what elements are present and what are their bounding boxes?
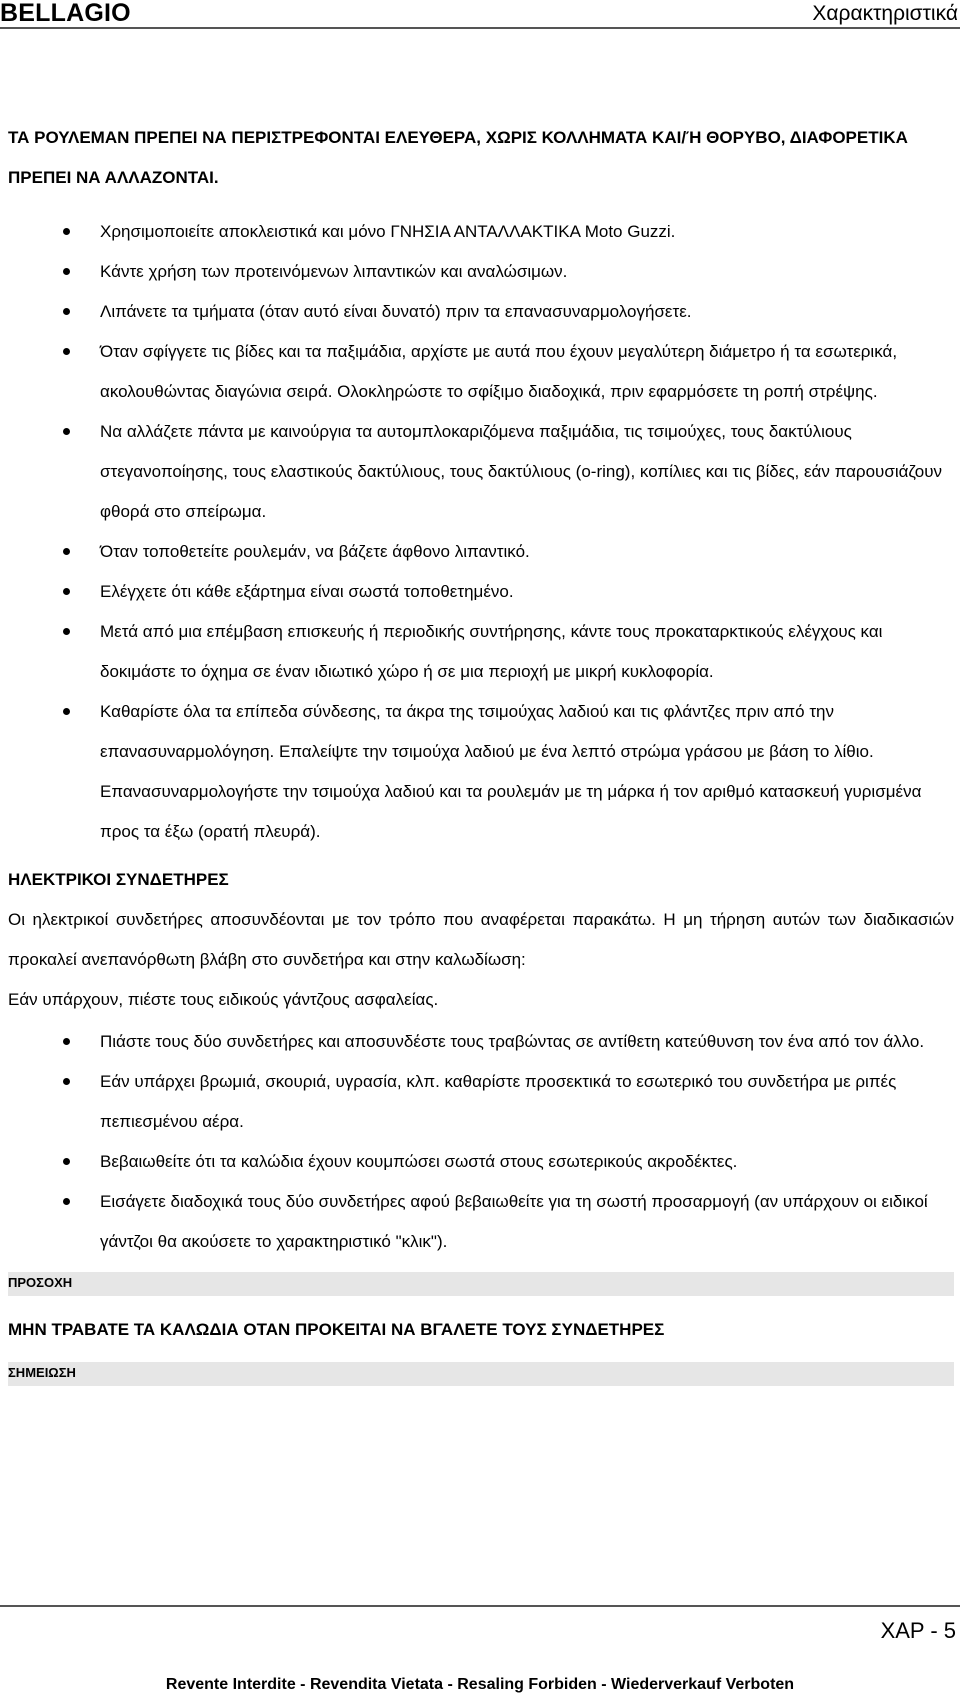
- bullet-icon: [63, 628, 70, 635]
- connectors-heading: ΗΛΕΚΤΡΙΚΟΙ ΣΥΝΔΕΤΗΡΕΣ: [8, 870, 229, 889]
- connectors-section: [8, 860, 954, 1262]
- bullet-icon: [63, 1158, 70, 1165]
- caution-label: ΠΡΟΣΟΧΗ: [8, 1272, 954, 1296]
- maintenance-rules-list: [8, 212, 954, 852]
- list-item: Ελέγχετε ότι κάθε εξάρτημα είναι σωστά τοποθετημένο.: [8, 572, 954, 612]
- brand-title: BELLAGIO: [0, 0, 131, 27]
- bullet-icon: [63, 708, 70, 715]
- list-item: Εισάγετε διαδοχικά τους δύο συνδετήρες αφού βεβαιωθείτε για τη σωστή προσαρμογή (αν υπάρχουν οι ειδικοί γάντζοι θα ακούσετε το χαρακτηριστικό "κλικ").: [8, 1182, 954, 1262]
- list-item: Καθαρίστε όλα τα επίπεδα σύνδεσης, τα άκρα της τσιμούχας λαδιού και τις φλάντζες πριν από την επανασυναρμολόγηση. Επαλείψτε την τσιμούχα λαδιού με ένα λεπτό στρώμα γράσου με βάση το λίθιο. Επανασυναρμολογήστε την τσιμούχα λαδιού και τα ρουλεμάν με τη μάρκα ή τον αριθμό κατασκευή γυρισμένα προς τα έξω (ορατή πλευρά).: [8, 692, 954, 852]
- bullet-icon: [63, 1078, 70, 1085]
- list-item: Μετά από μια επέμβαση επισκευής ή περιοδικής συντήρησης, κάντε τους προκαταρκτικούς ελέγχους και δοκιμάστε το όχημα σε έναν ιδιωτικό χώρο ή σε μια περιοχή με μικρή κυκλοφορία.: [8, 612, 954, 692]
- connectors-intro: Οι ηλεκτρικοί συνδετήρες αποσυνδέονται με τον τρόπο που αναφέρεται παρακάτω. Η μη τήρηση αυτών των διαδικασιών προκαλεί ανεπανόρθωτη βλάβη στο συνδετήρα και στην καλωδίωση:: [8, 910, 954, 969]
- bullet-icon: [63, 348, 70, 355]
- connectors-intro-hooks: Εάν υπάρχουν, πιέστε τους ειδικούς γάντζους ασφαλείας.: [8, 990, 439, 1009]
- list-item: Λιπάνετε τα τμήματα (όταν αυτό είναι δυνατό) πριν τα επανασυναρμολογήσετε.: [8, 292, 954, 332]
- bullet-icon: [63, 268, 70, 275]
- bullet-icon: [63, 428, 70, 435]
- section-title: Χαρακτηριστικά: [812, 2, 958, 25]
- bullet-icon: [63, 1198, 70, 1205]
- list-item: Βεβαιωθείτε ότι τα καλώδια έχουν κουμπώσει σωστά στους εσωτερικούς ακροδέκτες.: [8, 1142, 954, 1182]
- list-item: Όταν τοποθετείτε ρουλεμάν, να βάζετε άφθονο λιπαντικό.: [8, 532, 954, 572]
- footer-notice: Revente Interdite - Revendita Vietata - Resaling Forbiden - Wiederverkauf Verboten: [165, 1676, 795, 1693]
- bullet-icon: [63, 1038, 70, 1045]
- bullet-icon: [63, 228, 70, 235]
- list-item: Όταν σφίγγετε τις βίδες και τα παξιμάδια, αρχίστε με αυτά που έχουν μεγαλύτερη διάμετρο ή τα εσωτερικά, ακολουθώντας διαγώνια σειρά. Ολοκληρώστε το σφίξιμο διαδοχικά, πριν εφαρμόσετε τη ροπή στρέψης.: [8, 332, 954, 412]
- bullet-icon: [63, 588, 70, 595]
- bullet-icon: [63, 548, 70, 555]
- list-item: Χρησιμοποιείτε αποκλειστικά και μόνο ΓΝΗΣΙΑ ΑΝΤΑΛΛΑΚΤΙΚΑ Moto Guzzi.: [8, 212, 954, 252]
- page-number: ΧΑΡ - 5: [880, 1618, 956, 1643]
- list-item: Να αλλάζετε πάντα με καινούργια τα αυτομπλοκαριζόμενα παξιμάδια, τις τσιμούχες, τους δακτύλιους στεγανοποίησης, τους ελαστικούς δακτύλιους, τους δακτύλιους (o-ring), κοπίλιες και τις βίδες, εάν παρουσιάζουν φθορά στο σπείρωμα.: [8, 412, 954, 532]
- warning-text: ΤΑ ΡΟΥΛΕΜΑΝ ΠΡΕΠΕΙ ΝΑ ΠΕΡΙΣΤΡΕΦΟΝΤΑΙ ΕΛΕΥΘΕΡΑ, ΧΩΡΙΣ ΚΟΛΛΗΜΑΤΑ ΚΑΙ/Ή ΘΟΡΥΒΟ, ΔΙΑΦΟΡΕΤΙΚΑ ΠΡΕΠΕΙ ΝΑ ΑΛΛΑΖΟΝΤΑΙ.: [8, 128, 908, 187]
- list-item: Εάν υπάρχει βρωμιά, σκουριά, υγρασία, κλπ. καθαρίστε προσεκτικά το εσωτερικό του συνδετήρα με ριπές πεπιεσμένου αέρα.: [8, 1062, 954, 1142]
- page-content: [8, 118, 954, 1386]
- note-label: ΣΗΜΕΙΩΣΗ: [8, 1362, 954, 1386]
- connectors-steps-list: [8, 1022, 954, 1262]
- caution-text: ΜΗΝ ΤΡΑΒΑΤΕ ΤΑ ΚΑΛΩΔΙΑ ΟΤΑΝ ΠΡΟΚΕΙΤΑΙ ΝΑ ΒΓΑΛΕΤΕ ΤΟΥΣ ΣΥΝΔΕΤΗΡΕΣ: [8, 1320, 665, 1339]
- footer-divider: [0, 1605, 960, 1607]
- list-item: Κάντε χρήση των προτεινόμενων λιπαντικών και αναλώσιμων.: [8, 252, 954, 292]
- page-header: [0, 0, 960, 29]
- bullet-icon: [63, 308, 70, 315]
- list-item: Πιάστε τους δύο συνδετήρες και αποσυνδέστε τους τραβώντας σε αντίθετη κατεύθυνση τον ένα από τον άλλο.: [8, 1022, 954, 1062]
